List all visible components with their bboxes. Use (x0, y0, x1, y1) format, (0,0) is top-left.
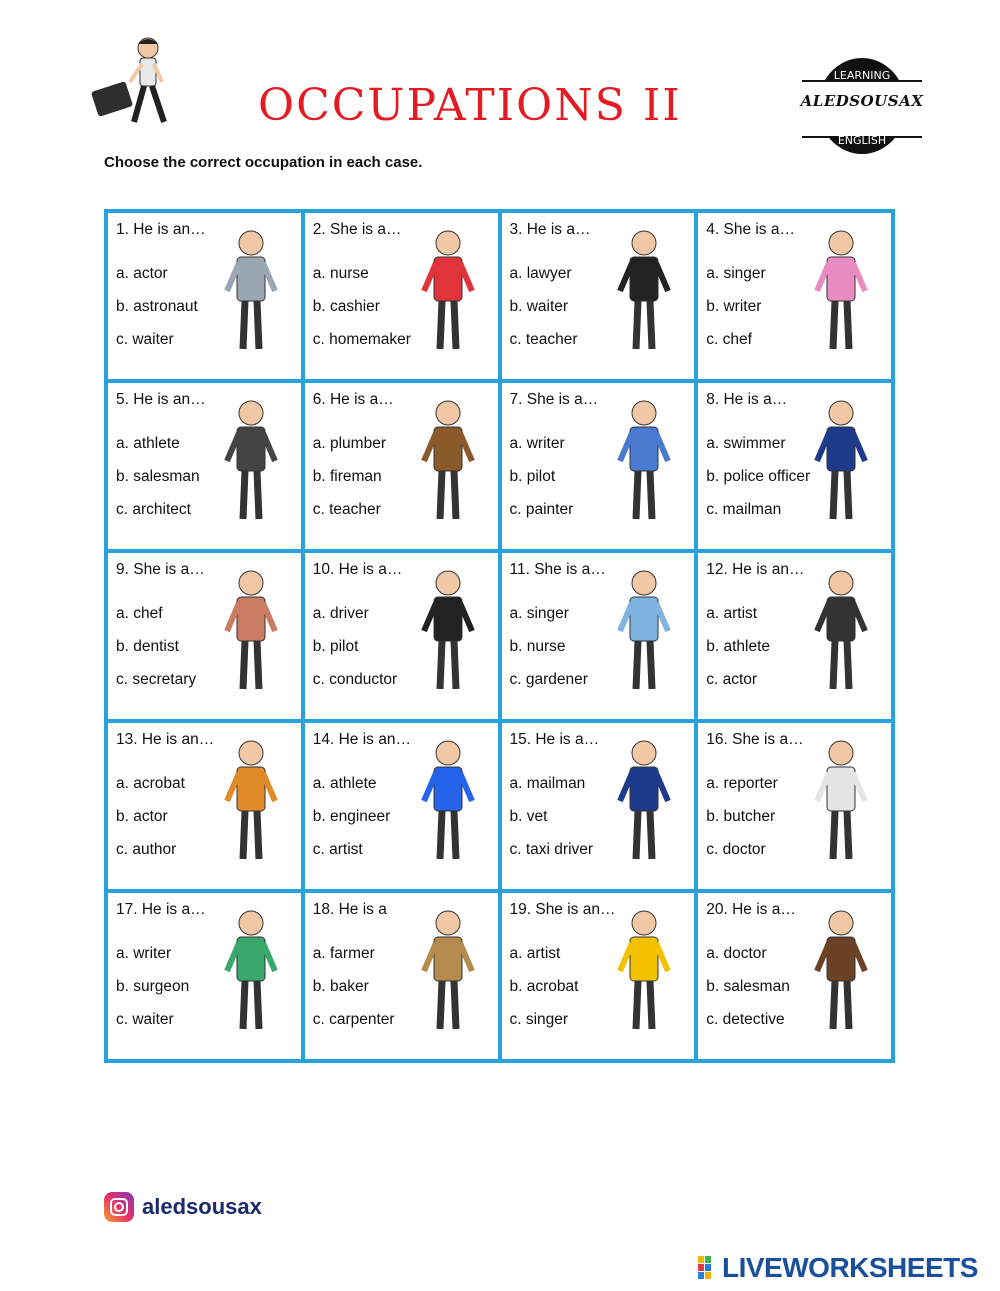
answer-option-b[interactable]: b. astronaut (116, 298, 198, 315)
question-text: 5. He is an… (116, 391, 206, 408)
police-officer-icon (797, 391, 885, 531)
plumber-icon (404, 391, 492, 531)
answer-option-b[interactable]: b. engineer (312, 808, 391, 825)
answer-option-b[interactable]: b. waiter (509, 298, 569, 315)
logo-top-text: LEARNING (833, 69, 891, 82)
question-cell (502, 383, 695, 549)
answer-option-c[interactable]: c. gardener (509, 671, 588, 688)
answer-option-c[interactable]: c. carpenter (312, 1011, 395, 1028)
answer-option-c[interactable]: c. waiter (116, 331, 174, 348)
question-cell (502, 553, 695, 719)
question-cell (305, 723, 498, 889)
question-text: 4. She is a… (706, 221, 795, 238)
detective-icon (797, 901, 885, 1041)
question-text: 1. He is an… (116, 221, 206, 238)
question-cell (305, 213, 498, 379)
social-handle[interactable]: aledsousax (142, 1194, 262, 1219)
author-icon (207, 731, 295, 871)
answer-option-a[interactable]: a. swimmer (706, 435, 786, 452)
answer-option-b[interactable]: b. fireman (312, 468, 382, 485)
answer-option-a[interactable]: a. doctor (706, 945, 767, 962)
question-text: 11. She is a… (509, 561, 606, 578)
answer-option-b[interactable]: b. writer (706, 298, 762, 315)
answer-option-a[interactable]: a. athlete (312, 775, 377, 792)
answer-option-a[interactable]: a. reporter (706, 775, 778, 792)
answer-option-c[interactable]: c. doctor (706, 841, 766, 858)
question-text: 14. He is an… (312, 731, 411, 748)
question-cell (502, 723, 695, 889)
answer-option-c[interactable]: c. painter (509, 501, 574, 518)
waiter-icon (600, 221, 688, 361)
answer-option-a[interactable]: a. lawyer (509, 265, 572, 282)
question-grid (104, 209, 895, 1063)
liveworksheets-logo-icon (698, 1256, 720, 1280)
question-text: 15. He is a… (509, 731, 600, 748)
answer-option-a[interactable]: a. actor (116, 265, 168, 282)
answer-option-a[interactable]: a. writer (116, 945, 172, 962)
answer-option-c[interactable]: c. homemaker (312, 331, 411, 348)
answer-option-b[interactable]: b. baker (312, 978, 369, 995)
logo-brand-text: ALEDSOUSAX (800, 92, 924, 110)
answer-option-a[interactable]: a. writer (509, 435, 565, 452)
answer-option-b[interactable]: b. nurse (509, 638, 566, 655)
answer-option-a[interactable]: a. artist (706, 605, 758, 622)
question-text: 18. He is a (312, 901, 387, 918)
answer-option-c[interactable]: c. teacher (312, 501, 381, 518)
answer-option-c[interactable]: c. chef (706, 331, 752, 348)
question-text: 19. She is an… (509, 901, 616, 918)
answer-option-a[interactable]: a. chef (116, 605, 163, 622)
question-text: 17. He is a… (116, 901, 206, 918)
question-cell (108, 213, 301, 379)
question-cell (698, 213, 891, 379)
answer-option-a[interactable]: a. nurse (312, 265, 369, 282)
question-text: 8. He is a… (706, 391, 788, 408)
answer-option-c[interactable]: c. conductor (312, 671, 398, 688)
athlete-icon (404, 731, 492, 871)
painter-icon (600, 391, 688, 531)
answer-option-c[interactable]: c. author (116, 841, 177, 858)
answer-option-c[interactable]: c. secretary (116, 671, 197, 688)
question-text: 2. She is a… (312, 221, 402, 238)
answer-option-a[interactable]: a. singer (509, 605, 569, 622)
question-text: 13. He is an… (116, 731, 215, 748)
question-cell (502, 213, 695, 379)
question-text: 3. He is a… (509, 221, 591, 238)
question-text: 20. He is a… (706, 901, 796, 918)
question-text: 12. He is an… (706, 561, 805, 578)
architect-icon (207, 391, 295, 531)
answer-option-b[interactable]: b. salesman (706, 978, 790, 995)
answer-option-a[interactable]: a. driver (312, 605, 369, 622)
question-text: 6. He is a… (312, 391, 394, 408)
page-title: OCCUPATIONS II (258, 80, 682, 131)
singer-icon (797, 221, 885, 361)
answer-option-b[interactable]: b. surgeon (116, 978, 190, 995)
answer-option-b[interactable]: b. acrobat (509, 978, 579, 995)
answer-option-a[interactable]: a. farmer (312, 945, 375, 962)
instructions: Choose the correct occupation in each case. (104, 154, 423, 171)
answer-option-c[interactable]: c. taxi driver (509, 841, 594, 858)
answer-option-c[interactable]: c. singer (509, 1011, 569, 1028)
doctor-icon (797, 731, 885, 871)
carpenter-icon (404, 901, 492, 1041)
aledsousax-logo (798, 58, 926, 158)
answer-option-b[interactable]: b. athlete (706, 638, 771, 655)
question-cell (698, 893, 891, 1059)
question-cell (502, 893, 695, 1059)
logo-bottom-text: ENGLISH (837, 134, 887, 147)
question-cell (108, 553, 301, 719)
answer-option-b[interactable]: b. salesman (116, 468, 200, 485)
answer-option-b[interactable]: b. police officer (706, 468, 811, 485)
answer-option-a[interactable]: a. artist (509, 945, 561, 962)
pilot-icon (404, 561, 492, 701)
instagram-icon (104, 1192, 134, 1222)
question-cell (108, 723, 301, 889)
answer-option-c[interactable]: c. teacher (509, 331, 578, 348)
actor-icon (797, 561, 885, 701)
liveworksheets-watermark: LIVEWORKSHEETS (722, 1252, 978, 1283)
answer-option-b[interactable]: b. dentist (116, 638, 179, 655)
answer-option-c[interactable]: c. mailman (706, 501, 782, 518)
question-cell (108, 383, 301, 549)
question-cell (305, 893, 498, 1059)
question-cell (698, 723, 891, 889)
answer-option-c[interactable]: c. artist (312, 841, 363, 858)
answer-option-b[interactable]: b. actor (116, 808, 168, 825)
question-text: 16. She is a… (706, 731, 804, 748)
question-cell (305, 383, 498, 549)
homemaker-icon (404, 221, 492, 361)
astronaut-icon (207, 221, 295, 361)
answer-option-a[interactable]: a. singer (706, 265, 766, 282)
answer-option-c[interactable]: c. waiter (116, 1011, 174, 1028)
question-text: 10. He is a… (312, 561, 403, 578)
answer-option-b[interactable]: b. pilot (312, 638, 359, 655)
question-cell (108, 893, 301, 1059)
question-text: 9. She is a… (116, 561, 205, 578)
answer-option-a[interactable]: a. plumber (312, 435, 386, 452)
mailman-icon (600, 731, 688, 871)
nurse-icon (600, 561, 688, 701)
answer-option-a[interactable]: a. mailman (509, 775, 586, 792)
answer-option-c[interactable]: c. architect (116, 501, 191, 518)
answer-option-b[interactable]: b. pilot (509, 468, 556, 485)
businessman-illustration (86, 34, 182, 136)
answer-option-a[interactable]: a. acrobat (116, 775, 185, 792)
answer-option-c[interactable]: c. detective (706, 1011, 785, 1028)
answer-option-b[interactable]: b. cashier (312, 298, 380, 315)
question-cell (698, 553, 891, 719)
question-text: 7. She is a… (509, 391, 599, 408)
secretary-icon (207, 561, 295, 701)
question-cell (698, 383, 891, 549)
answer-option-b[interactable]: b. vet (509, 808, 548, 825)
answer-option-b[interactable]: b. butcher (706, 808, 776, 825)
acrobat-icon (600, 901, 688, 1041)
answer-option-c[interactable]: c. actor (706, 671, 758, 688)
question-cell (305, 553, 498, 719)
surgeon-icon (207, 901, 295, 1041)
answer-option-a[interactable]: a. athlete (116, 435, 180, 452)
